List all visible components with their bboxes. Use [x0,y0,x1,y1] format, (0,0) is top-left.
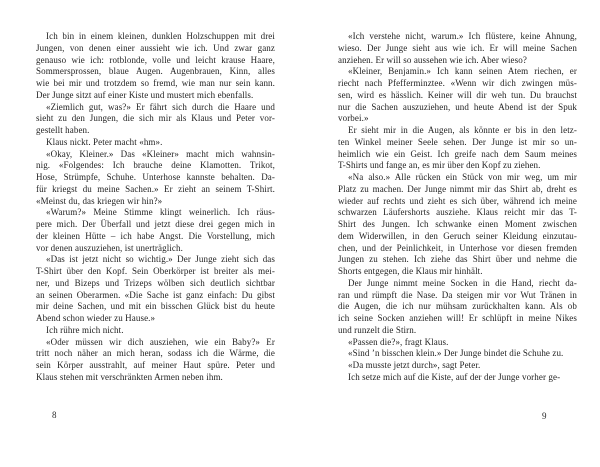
right-page-text [338,31,577,384]
paragraph [36,31,275,102]
paragraph [338,337,577,349]
text-line: die Augen, die ich nur mühsam zurückhalten kann. Als ob [338,301,577,312]
text-line: «Das ist jetzt nicht so wichtig.» Der Junge zieht sich das [46,254,275,265]
paragraph [36,137,275,149]
text-line: chen, und der Peinlichkeit, in Unterhose vor diesen fremden [338,242,577,253]
left-page-text [36,31,275,384]
paragraph [36,207,275,254]
text-line: Platz zu machen. Der Junge nimmt mir das Shirt ab, dreht es [338,183,577,194]
text-line: «Ich verstehe nicht, warum.» Ich flüstere, keine Ahnung, [348,31,577,41]
text-line: «Oder müssen wir dich ausziehen, wie ein Baby?» Er [46,336,275,347]
text-line: riecht nach Pfefferminztee. «Wenn wir dich zwingen müs- [338,78,577,88]
text-line: pere mich. Der Überfall und jetzt diese drei gegen mich in [36,219,275,229]
text-line: «Na also.» Alle rücken ein Stück von mir weg, um mir [348,172,577,182]
paragraph [338,66,577,125]
paragraph [36,149,275,208]
text-line: mir deine Sachen, und mit ein bisschen Glück bist du heute [36,301,275,312]
text-line: «Ziemlich gut, was?» Er fährt sich durch die Haare und [46,101,275,112]
paragraph [338,31,577,66]
text-line: ten Winkel meiner Seele sehen. Der Junge ist mir so un- [338,136,577,147]
text-line: nur die Sachen auszuziehen, und heute Abend ist der Spuk [338,101,577,112]
paragraph [36,337,275,384]
text-line: sen, wird es hässlich. Keiner will dir weh tun. Du brauchst [338,89,577,100]
text-line: sieht zu den Jungen, die sich mir als Klaus und Peter vor- [36,113,275,124]
text-line: Abend schon wieder zu Hause.» [36,313,156,323]
text-line: gestellt haben. [36,125,90,135]
text-line: Sommersprossen, blaue Augen. Augenbrauen, Kinn, alles [36,66,275,77]
text-line: vor denen auszuziehen, ist unerträglich. [36,242,183,253]
text-line: wieder auf rechts und zieht es sich über, während ich meine [338,195,577,206]
text-line: genauso wie ich: rotblonde, volle und leicht krause Haare, [36,54,275,65]
text-line: heimlich wie ein Geist. Ich greife nach dem Saum meines [338,148,577,159]
text-line: «Meinst du, das kriegen wir hin?» [36,195,163,206]
text-line: vorbei.» [338,113,369,124]
paragraph [338,125,577,172]
paragraph [36,325,275,337]
paragraph [338,172,577,278]
text-line: ran und rümpft die Nase. Da steigen mir vor Wut Tränen in [338,289,577,300]
text-line: tritt noch näher an mich heran, sodass ich die Wärme, die [36,348,275,359]
text-line: T-Shirt über den Kopf. Sein Oberkörper ist breiter als mei- [36,266,275,276]
text-line: Ich rühre mich nicht. [46,324,124,335]
text-line: ich seine Socken anziehen will! Er schlüpft in meine Nikes [338,313,577,323]
text-line: T-Shirts und fange an, es mir über den Kopf zu ziehen. [338,160,541,171]
text-line: der kleinen Hütte – ich habe Angst. Die Vorstellung, mich [36,230,275,241]
text-line: wieso. Der Junge sieht aus wie ich. Er will meine Sachen [338,42,577,53]
text-line: «Passen die?», fragt Klaus. [348,336,449,347]
text-line: Shorts entgegen, die Klaus mir hinhält. [338,266,483,276]
text-line: dem Widerwillen, in den Geruch seiner Kleidung einzutau- [338,230,577,241]
text-line: Der Junge nimmt meine Socken in die Hand, riecht da- [348,277,577,288]
text-line: «Kleiner, Benjamin.» Ich kann seinen Atem riechen, er [348,66,577,77]
text-line: schwarzen Läufershorts ausziehe. Klaus reicht mir das T- [338,207,577,218]
text-line: wie bei mir und trotzdem so fremd, wie man nur sein kann. [36,78,275,88]
text-line: Er sieht mir in die Augen, als könnte er bis in den letz- [348,125,577,135]
text-line: «Warum?» Meine Stimme klingt weinerlich. Ich räus- [46,207,275,218]
paragraph [338,348,577,360]
text-line: «Da musste jetzt durch», sagt Peter. [348,360,481,370]
text-line: Ich bin in einem kleinen, dunklen Holzschuppen mit drei [46,31,275,41]
text-line: an seinen Oberarmen. «Die Sache ist ganz einfach: Du gibst [36,289,275,300]
paragraph [338,278,577,337]
text-line: «Sind ’n bisschen klein.» Der Junge bindet die Schuhe zu. [348,348,564,359]
paragraph [338,360,577,372]
text-line: sein Körper ausstrahlt, auf meiner Haut spüre. Peter und [36,360,275,370]
text-line: Ich setze mich auf die Kiste, auf der der Junge vorher ge- [348,371,561,382]
text-line: Hose, Strümpfe, Schuhe. Unterhose kannste behalten. Da- [36,172,275,182]
paragraph [338,372,577,384]
text-line: «Okay, Kleiner.» Das «Kleiner» macht mich wahnsin- [46,148,275,159]
text-line: Klaus nickt. Peter macht «hm». [46,136,163,147]
text-line: nig. «Folgendes: Ich brauche deine Klamotten. Trikot, [36,160,275,171]
page-number-right: 9 [542,411,547,421]
text-line: Shirt des Jungen. Ich schwanke einen Moment zwischen [338,219,577,229]
text-line: für kriegst du meine Sachen.» Er zieht an seinem T-Shirt. [36,183,275,194]
paragraph [36,254,275,325]
text-line: Jungen zu stehen. Ich ziehe das Shirt über und nehme die [338,254,577,265]
text-line: und runzelt die Stirn. [338,324,417,335]
text-line: anziehen. Er will so aussehen wie ich. Aber wieso? [338,54,527,65]
text-line: Jungen, von denen einer aussieht wie ich. Und zwar ganz [36,42,275,53]
text-line: Der Junge sitzt auf einer Kiste und mustert mich ebenfalls. [36,89,254,100]
text-line: Klaus stehen mit verschränkten Armen neben ihm. [36,371,223,382]
text-line: ner, und Bizeps und Trizeps wölben sich deutlich sichtbar [36,277,275,288]
paragraph [36,102,275,137]
page-number-left: 8 [52,410,57,420]
